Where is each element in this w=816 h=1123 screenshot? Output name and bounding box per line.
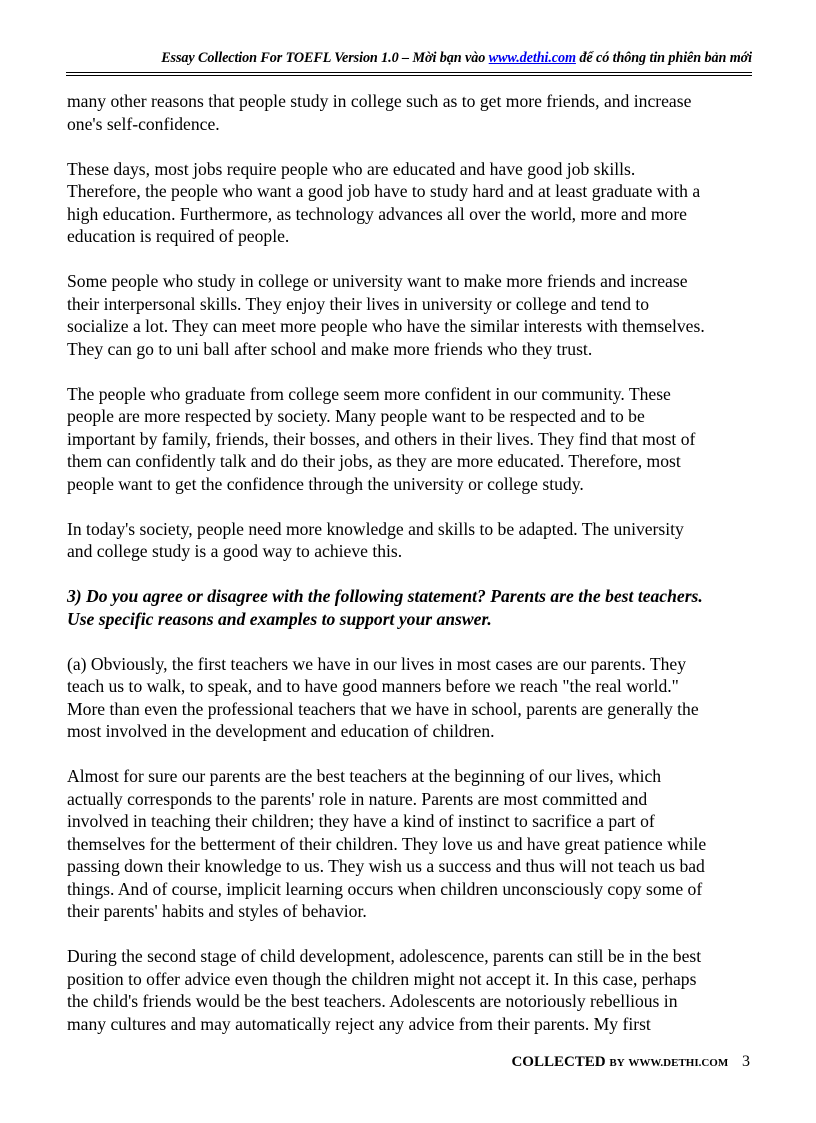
text-line: In today's society, people need more knowledge and skills to be adapted. The university [67,518,684,539]
paragraph [67,158,757,248]
page-footer [511,1053,750,1071]
page-header [66,50,752,67]
header-divider-secondary [66,75,752,76]
text-line: They can go to uni ball after school and make more friends who they trust. [67,338,593,359]
text-line: Therefore, the people who want a good job have to study hard and at least graduate with a [67,181,701,201]
paragraph [67,518,757,563]
paragraph [67,270,757,360]
header-suffix: để có thông tin phiên bản mới [575,50,752,66]
header-link[interactable]: www.dethi.com [488,50,576,66]
text-line: many other reasons that people study in college such as to get more friends, and increase [67,91,692,111]
text-line: people want to get the confidence through the university or college study. [67,473,584,494]
text-line: education is required of people. [67,226,290,246]
text-line: important by family, friends, their bosses, and others in their lives. They find that most of [67,428,696,449]
paragraph [67,945,757,1035]
question-line: Use specific reasons and examples to support your answer. [67,608,492,629]
paragraph [67,90,757,135]
paragraph [67,765,757,923]
text-line: their interpersonal skills. They enjoy their lives in university or college and tend to [67,293,650,314]
page-number: 3 [742,1053,750,1070]
text-line: the child's friends would be the best teachers. Adolescents are notoriously rebellious in [67,991,678,1011]
text-line: them can confidently talk and do their jobs, as they are more educated. Therefore, most [67,451,681,471]
essay-body [67,90,757,1035]
text-line: socialize a lot. They can meet more people who have the similar interests with themselves. [67,316,705,336]
text-line: many cultures and may automatically reject any advice from their parents. My first [67,1013,651,1034]
text-line: teach us to walk, to speak, and to have good manners before we reach "the real world." [67,676,679,696]
header-title: Essay Collection For TOEFL Version 1.0 – Mời bạn vào [161,50,489,66]
text-line: themselves for the betterment of their children. They love us and have great patience while [67,833,707,854]
essay-question [67,585,757,630]
text-line: position to offer advice even though the children might not accept it. In this case, perhaps [67,968,697,989]
text-line: things. And of course, implicit learning occurs when children unconsciously copy some of [67,878,703,899]
header-divider [66,72,752,73]
text-line: These days, most jobs require people who are educated and have good job skills. [67,158,636,179]
text-line: (a) Obviously, the first teachers we have in our lives in most cases are our parents. They [67,653,687,674]
footer-site: WWW.DETHI.COM [628,1057,729,1069]
text-line: More than even the professional teachers that we have in school, parents are generally the [67,698,699,719]
text-line: During the second stage of child development, adolescence, parents can still be in the best [67,946,702,966]
footer-by: BY [609,1057,625,1069]
paragraph [67,653,757,743]
text-line: high education. Furthermore, as technology advances all over the world, more and more [67,203,687,224]
text-line: and college study is a good way to achieve this. [67,541,403,561]
footer-collected: COLLECTED [511,1054,606,1070]
text-line: actually corresponds to the parents' role in nature. Parents are most committed and [67,788,648,809]
text-line: one's self-confidence. [67,113,220,134]
paragraph [67,383,757,496]
text-line: Almost for sure our parents are the best teachers at the beginning of our lives, which [67,766,662,786]
text-line: Some people who study in college or university want to make more friends and increase [67,271,688,291]
question-line: 3) Do you agree or disagree with the following statement? Parents are the best teachers. [67,586,703,606]
text-line: involved in teaching their children; they have a kind of instinct to sacrifice a part of [67,811,655,831]
text-line: people are more respected by society. Many people want to be respected and to be [67,406,645,426]
text-line: most involved in the development and education of children. [67,721,495,741]
text-line: The people who graduate from college seem more confident in our community. These [67,383,671,404]
text-line: their parents' habits and styles of behavior. [67,901,367,921]
text-line: passing down their knowledge to us. They wish us a success and thus will not teach us bad [67,856,705,876]
